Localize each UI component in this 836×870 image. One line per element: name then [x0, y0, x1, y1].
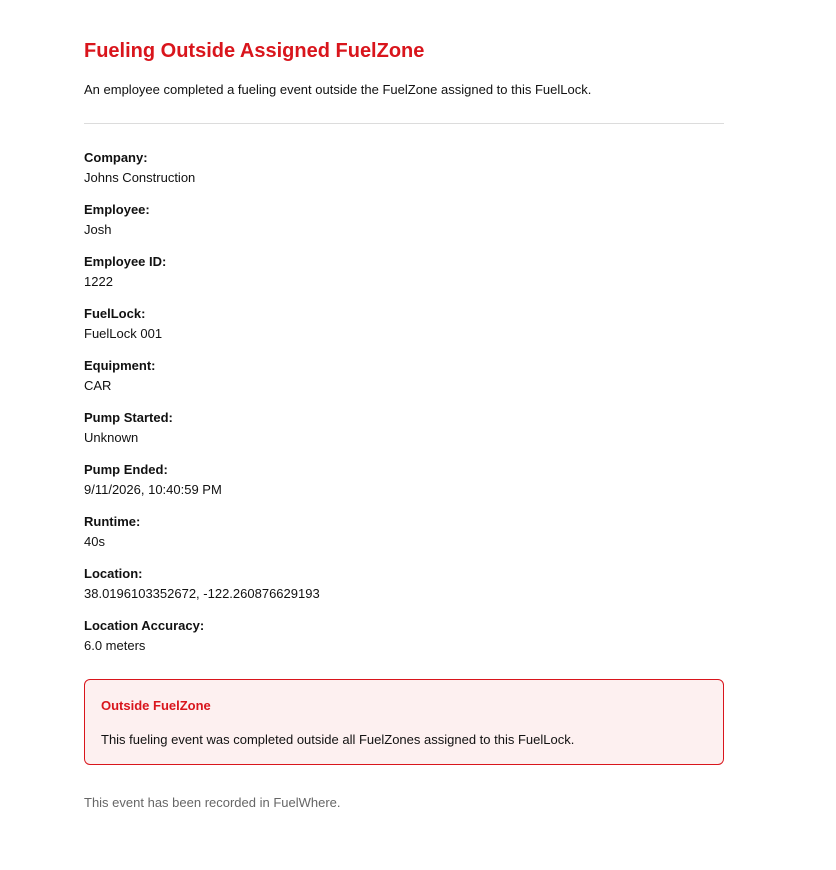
field-label: Employee:	[84, 202, 150, 217]
field-employee	[84, 201, 724, 253]
alert-box	[84, 679, 724, 765]
field-value: 40s	[84, 534, 105, 549]
field-fuellock	[84, 305, 724, 357]
field-value: FuelLock 001	[84, 326, 163, 341]
field-label: Location Accuracy:	[84, 618, 205, 633]
field-label: Equipment:	[84, 358, 156, 373]
field-value: 6.0 meters	[84, 638, 146, 653]
details-list	[84, 149, 724, 669]
field-value: 38.0196103352672, -122.260876629193	[84, 586, 320, 601]
field-value: Johns Construction	[84, 170, 196, 185]
footer-text: This event has been recorded in FuelWhere.	[84, 795, 341, 810]
field-label: Runtime:	[84, 514, 141, 529]
field-location	[84, 565, 724, 617]
alert-message: This fueling event was completed outside all FuelZones assigned to this FuelLock.	[101, 732, 575, 747]
field-value: Unknown	[84, 430, 139, 445]
field-value: CAR	[84, 378, 112, 393]
field-value: 9/11/2026, 10:40:59 PM	[84, 482, 222, 497]
field-label: Employee ID:	[84, 254, 167, 269]
field-equipment	[84, 357, 724, 409]
field-runtime	[84, 513, 724, 565]
divider	[84, 123, 724, 124]
field-label: Pump Started:	[84, 410, 173, 425]
field-value: Josh	[84, 222, 112, 237]
alert-title: Outside FuelZone	[101, 698, 211, 713]
field-location-accuracy	[84, 617, 724, 669]
field-company	[84, 149, 724, 201]
field-label: FuelLock:	[84, 306, 146, 321]
field-employee-id	[84, 253, 724, 305]
field-label: Company:	[84, 150, 148, 165]
field-value: 1222	[84, 274, 113, 289]
field-pump-ended	[84, 461, 724, 513]
field-label: Pump Ended:	[84, 462, 168, 477]
page-title: Fueling Outside Assigned FuelZone	[84, 40, 425, 62]
intro-text: An employee completed a fueling event outside the FuelZone assigned to this FuelLock.	[84, 82, 592, 97]
field-label: Location:	[84, 566, 143, 581]
field-pump-started	[84, 409, 724, 461]
